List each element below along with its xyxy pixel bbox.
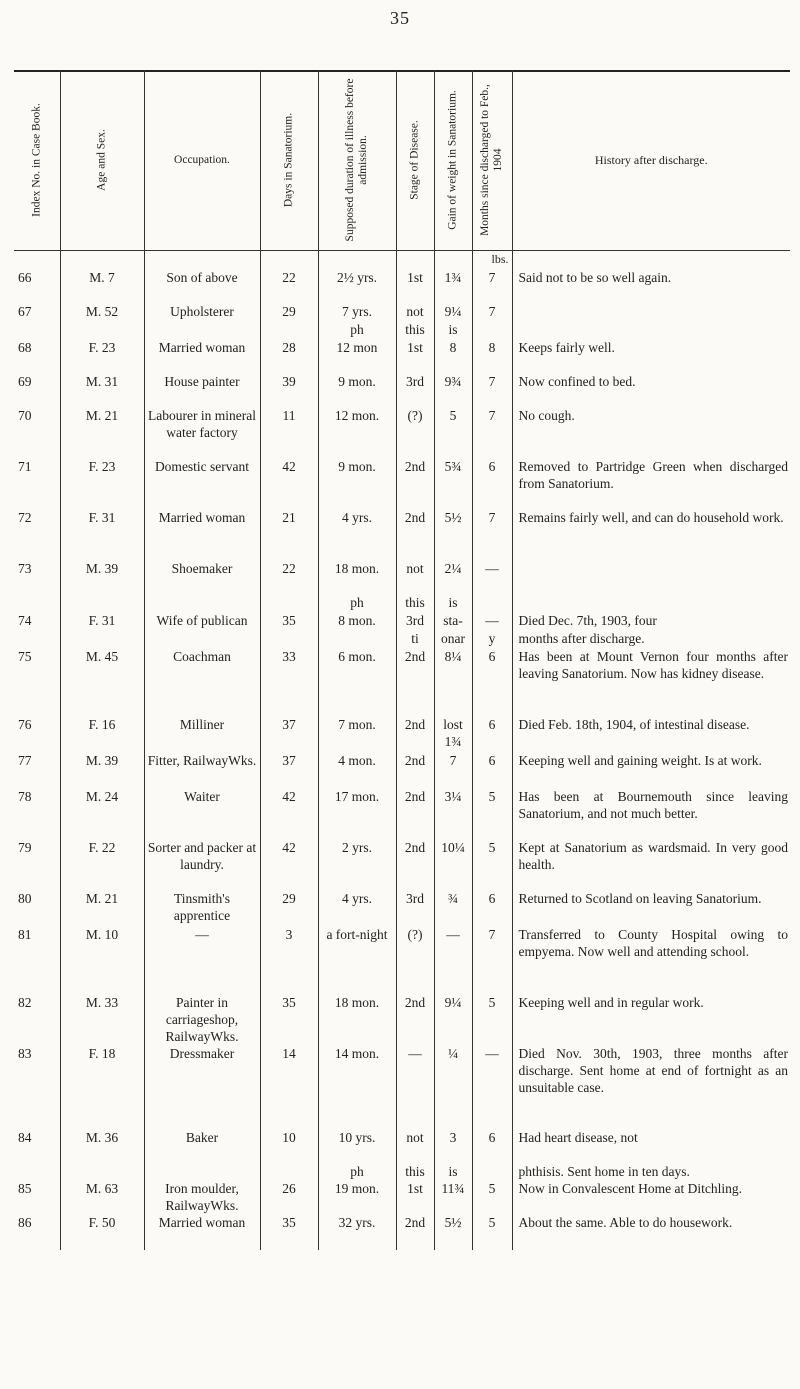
illness-duration: 9 mon. [318, 458, 396, 509]
history-after-discharge: Now in Convalescent Home at Ditchling. [512, 1180, 790, 1214]
disease-stage: 2nd [396, 458, 434, 509]
occupation [144, 321, 260, 339]
weight-gain: 3¼ [434, 788, 472, 839]
months-since-discharge: 5 [472, 1180, 512, 1214]
days-in-sanatorium [260, 630, 318, 648]
table-row [14, 321, 790, 339]
age-sex: M. 36 [60, 1129, 144, 1163]
days-in-sanatorium: 28 [260, 339, 318, 373]
age-sex [60, 321, 144, 339]
months-since-discharge: 8 [472, 339, 512, 373]
months-since-discharge: 7 [472, 509, 512, 560]
illness-duration: 17 mon. [318, 788, 396, 839]
weight-gain: onar [434, 630, 472, 648]
illness-duration: 4 mon. [318, 752, 396, 788]
illness-duration: 6 mon. [318, 648, 396, 716]
days-in-sanatorium: 35 [260, 1214, 318, 1250]
weight-gain: 3 [434, 1129, 472, 1163]
months-since-discharge: 7 [472, 407, 512, 458]
history-after-discharge: Keeping well and in regular work. [512, 994, 790, 1045]
illness-duration: a fort-night [318, 926, 396, 994]
disease-stage: 1st [396, 1180, 434, 1214]
months-since-discharge: 5 [472, 1214, 512, 1250]
days-in-sanatorium: 29 [260, 890, 318, 926]
weight-gain: 9¼ [434, 994, 472, 1045]
history-after-discharge: Died Nov. 30th, 1903, three months after discharge. Sent home at end of fortnight as an unsuitable case. [512, 1045, 790, 1129]
weight-gain: 9¼ [434, 303, 472, 321]
age-sex: M. 21 [60, 890, 144, 926]
occupation: Painter in carriageshop, RailwayWks. [144, 994, 260, 1045]
table-row [14, 1163, 790, 1180]
history-after-discharge: Said not to be so well again. [512, 269, 790, 303]
days-in-sanatorium: 14 [260, 1045, 318, 1129]
history-after-discharge: phthisis. Sent home in ten days. [512, 1163, 790, 1180]
months-since-discharge: 7 [472, 373, 512, 407]
case-index: 76 [18, 717, 32, 732]
disease-stage: 3rd [396, 890, 434, 926]
disease-stage: 1st [396, 269, 434, 303]
age-sex: M. 31 [60, 373, 144, 407]
illness-duration: 18 mon. [318, 994, 396, 1045]
illness-duration [318, 630, 396, 648]
disease-stage: 1st [396, 339, 434, 373]
weight-gain: 5½ [434, 1214, 472, 1250]
age-sex: F. 22 [60, 839, 144, 890]
occupation [144, 630, 260, 648]
disease-stage: this [396, 321, 434, 339]
days-in-sanatorium [260, 594, 318, 612]
age-sex: M. 10 [60, 926, 144, 994]
occupation: Iron moulder, RailwayWks. [144, 1180, 260, 1214]
history-after-discharge: Kept at Sanatorium as wardsmaid. In very good health. [512, 839, 790, 890]
months-since-discharge: y [472, 630, 512, 648]
days-in-sanatorium: 35 [260, 612, 318, 630]
table-row [14, 594, 790, 612]
illness-duration: 12 mon [318, 339, 396, 373]
weight-gain: 8 [434, 339, 472, 373]
weight-gain: lost 1¾ [434, 716, 472, 752]
table-row [14, 612, 790, 630]
age-sex: M. 33 [60, 994, 144, 1045]
days-in-sanatorium: 37 [260, 752, 318, 788]
history-after-discharge: Removed to Partridge Green when discharged from Sanatorium. [512, 458, 790, 509]
case-index [14, 321, 60, 339]
days-in-sanatorium: 22 [260, 560, 318, 594]
days-in-sanatorium: 11 [260, 407, 318, 458]
months-since-discharge: 7 [472, 926, 512, 994]
case-index: 74 [18, 613, 32, 628]
disease-stage: 2nd [396, 648, 434, 716]
occupation: Domestic servant [144, 458, 260, 509]
age-sex: M. 7 [60, 269, 144, 303]
weight-gain: 11¾ [434, 1180, 472, 1214]
illness-duration: 7 yrs. [318, 303, 396, 321]
table-row [14, 269, 790, 303]
table-row [14, 994, 790, 1045]
months-since-discharge [472, 594, 512, 612]
disease-stage: 2nd [396, 752, 434, 788]
illness-duration: ph [318, 1163, 396, 1180]
occupation: — [144, 926, 260, 994]
history-after-discharge: Has been at Mount Vernon four months after leaving Sanatorium. Now has kidney disease. [512, 648, 790, 716]
days-in-sanatorium: 26 [260, 1180, 318, 1214]
age-sex: M. 63 [60, 1180, 144, 1214]
header-gain: Gain of weight in Sanatorium. [434, 70, 472, 251]
occupation: House painter [144, 373, 260, 407]
months-since-discharge: 6 [472, 890, 512, 926]
weight-gain: sta- [434, 612, 472, 630]
disease-stage: ti [396, 630, 434, 648]
weight-gain: 7 [434, 752, 472, 788]
table-row [14, 339, 790, 373]
occupation: Married woman [144, 1214, 260, 1250]
months-since-discharge: — [472, 560, 512, 594]
occupation: Shoemaker [144, 560, 260, 594]
weight-gain: is [434, 1163, 472, 1180]
disease-stage: not [396, 560, 434, 594]
header-days: Days in Sanatorium. [260, 70, 318, 251]
history-after-discharge: Remains fairly well, and can do household work. [512, 509, 790, 560]
age-sex [60, 594, 144, 612]
header-age-sex: Age and Sex. [60, 70, 144, 251]
illness-duration: 10 yrs. [318, 1129, 396, 1163]
age-sex: M. 39 [60, 560, 144, 594]
disease-stage: (?) [396, 407, 434, 458]
case-index: 70 [18, 408, 32, 423]
case-index: 79 [18, 840, 32, 855]
age-sex: F. 31 [60, 612, 144, 630]
table-row [14, 303, 790, 321]
age-sex: M. 39 [60, 752, 144, 788]
disease-stage: 2nd [396, 509, 434, 560]
months-since-discharge: 6 [472, 752, 512, 788]
header-row [14, 70, 790, 251]
occupation: Sorter and packer at laundry. [144, 839, 260, 890]
weight-gain: is [434, 594, 472, 612]
months-since-discharge: 7 [472, 303, 512, 321]
occupation: Son of above [144, 269, 260, 303]
months-since-discharge [472, 1163, 512, 1180]
weight-gain: 5¾ [434, 458, 472, 509]
ledger-table-wrapper [14, 70, 790, 1250]
occupation: Coachman [144, 648, 260, 716]
days-in-sanatorium: 21 [260, 509, 318, 560]
history-after-discharge: Has been at Bournemouth since leaving Sanatorium, and not much better. [512, 788, 790, 839]
illness-duration: 14 mon. [318, 1045, 396, 1129]
weight-gain: 10¼ [434, 839, 472, 890]
occupation [144, 1163, 260, 1180]
table-row [14, 716, 790, 752]
months-since-discharge: 6 [472, 648, 512, 716]
occupation: Tinsmith's apprentice [144, 890, 260, 926]
age-sex: F. 23 [60, 458, 144, 509]
disease-stage: 3rd [396, 612, 434, 630]
illness-duration: 32 yrs. [318, 1214, 396, 1250]
case-index: 68 [18, 340, 32, 355]
case-index: 83 [18, 1046, 32, 1061]
history-after-discharge: No cough. [512, 407, 790, 458]
illness-duration: 12 mon. [318, 407, 396, 458]
table-row [14, 407, 790, 458]
case-index: 85 [18, 1181, 32, 1196]
disease-stage: not [396, 1129, 434, 1163]
disease-stage: this [396, 594, 434, 612]
disease-stage: not [396, 303, 434, 321]
table-row [14, 373, 790, 407]
case-index: 71 [18, 459, 32, 474]
age-sex: F. 23 [60, 339, 144, 373]
case-index: 77 [18, 753, 32, 768]
illness-duration: ph [318, 321, 396, 339]
header-history: History after discharge. [512, 70, 790, 251]
history-after-discharge: Keeps fairly well. [512, 339, 790, 373]
disease-stage: 2nd [396, 788, 434, 839]
disease-stage: 2nd [396, 1214, 434, 1250]
days-in-sanatorium: 3 [260, 926, 318, 994]
days-in-sanatorium: 33 [260, 648, 318, 716]
history-after-discharge [512, 303, 790, 321]
illness-duration: 4 yrs. [318, 890, 396, 926]
units-row [14, 251, 790, 270]
months-since-discharge: 7 [472, 269, 512, 303]
illness-duration: 19 mon. [318, 1180, 396, 1214]
disease-stage: this [396, 1163, 434, 1180]
history-after-discharge [512, 560, 790, 594]
occupation: Baker [144, 1129, 260, 1163]
occupation: Milliner [144, 716, 260, 752]
case-index: 78 [18, 789, 32, 804]
history-after-discharge: Now confined to bed. [512, 373, 790, 407]
table-row [14, 1129, 790, 1163]
age-sex: M. 24 [60, 788, 144, 839]
case-index: 84 [18, 1130, 32, 1145]
occupation: Upholsterer [144, 303, 260, 321]
table-row [14, 1214, 790, 1250]
case-record-table [14, 70, 790, 1250]
header-stage: Stage of Disease. [396, 70, 434, 251]
table-row [14, 926, 790, 994]
case-index: 80 [18, 891, 32, 906]
age-sex [60, 1163, 144, 1180]
table-row [14, 1180, 790, 1214]
case-index [14, 630, 60, 648]
weight-gain: 2¼ [434, 560, 472, 594]
history-after-discharge: Returned to Scotland on leaving Sanatorium. [512, 890, 790, 926]
age-sex: F. 16 [60, 716, 144, 752]
weight-gain: ¼ [434, 1045, 472, 1129]
disease-stage: 2nd [396, 994, 434, 1045]
weight-gain: is [434, 321, 472, 339]
illness-duration: 18 mon. [318, 560, 396, 594]
occupation [144, 594, 260, 612]
weight-gain: 9¾ [434, 373, 472, 407]
weight-gain: — [434, 926, 472, 994]
case-index: 67 [18, 304, 32, 319]
table-row [14, 630, 790, 648]
illness-duration: 2 yrs. [318, 839, 396, 890]
illness-duration: 7 mon. [318, 716, 396, 752]
occupation: Dressmaker [144, 1045, 260, 1129]
weight-gain: 8¼ [434, 648, 472, 716]
case-index: 66 [18, 270, 32, 285]
age-sex: F. 31 [60, 509, 144, 560]
days-in-sanatorium: 39 [260, 373, 318, 407]
months-since-discharge: 5 [472, 994, 512, 1045]
history-after-discharge [512, 321, 790, 339]
case-index: 86 [18, 1215, 32, 1230]
occupation: Waiter [144, 788, 260, 839]
months-since-discharge: 6 [472, 1129, 512, 1163]
age-sex: M. 21 [60, 407, 144, 458]
occupation: Labourer in mineral water factory [144, 407, 260, 458]
table-row [14, 890, 790, 926]
days-in-sanatorium: 35 [260, 994, 318, 1045]
months-since-discharge [472, 321, 512, 339]
age-sex: M. 52 [60, 303, 144, 321]
disease-stage: 3rd [396, 373, 434, 407]
table-row [14, 1045, 790, 1129]
history-after-discharge: About the same. Able to do housework. [512, 1214, 790, 1250]
age-sex [60, 630, 144, 648]
days-in-sanatorium: 42 [260, 458, 318, 509]
case-index: 69 [18, 374, 32, 389]
months-since-discharge: — [472, 612, 512, 630]
case-index: 75 [18, 649, 32, 664]
age-sex: F. 18 [60, 1045, 144, 1129]
age-sex: M. 45 [60, 648, 144, 716]
history-after-discharge: Keeping well and gaining weight. Is at work. [512, 752, 790, 788]
header-index: Index No. in Case Book. [14, 70, 60, 251]
weight-gain: 5 [434, 407, 472, 458]
disease-stage: — [396, 1045, 434, 1129]
illness-duration: 2½ yrs. [318, 269, 396, 303]
history-after-discharge: Died Feb. 18th, 1904, of intestinal disease. [512, 716, 790, 752]
weight-gain: 5½ [434, 509, 472, 560]
occupation: Married woman [144, 509, 260, 560]
case-index: 82 [18, 995, 32, 1010]
occupation: Married woman [144, 339, 260, 373]
occupation: Wife of publican [144, 612, 260, 630]
history-after-discharge [512, 594, 790, 612]
gain-unit-label: lbs. [472, 251, 512, 270]
table-row [14, 752, 790, 788]
case-index: 81 [18, 927, 32, 942]
case-index [14, 1163, 60, 1180]
months-since-discharge: 6 [472, 716, 512, 752]
days-in-sanatorium: 22 [260, 269, 318, 303]
history-after-discharge: Had heart disease, not [512, 1129, 790, 1163]
header-occupation: Occupation. [144, 70, 260, 251]
days-in-sanatorium [260, 1163, 318, 1180]
header-duration: Supposed duration of illness before admission. [318, 70, 396, 251]
occupation: Fitter, RailwayWks. [144, 752, 260, 788]
history-after-discharge: months after discharge. [512, 630, 790, 648]
months-since-discharge: 6 [472, 458, 512, 509]
table-row [14, 560, 790, 594]
table-row [14, 458, 790, 509]
illness-duration: 8 mon. [318, 612, 396, 630]
months-since-discharge: 5 [472, 788, 512, 839]
illness-duration: ph [318, 594, 396, 612]
weight-gain: 1¾ [434, 269, 472, 303]
days-in-sanatorium: 42 [260, 839, 318, 890]
header-months: Months since discharged to Feb., 1904 [472, 70, 512, 251]
history-after-discharge: Transferred to County Hospital owing to empyema. Now well and attending school. [512, 926, 790, 994]
months-since-discharge: 5 [472, 839, 512, 890]
days-in-sanatorium: 42 [260, 788, 318, 839]
illness-duration: 9 mon. [318, 373, 396, 407]
case-index: 72 [18, 510, 32, 525]
days-in-sanatorium: 29 [260, 303, 318, 321]
case-index: 73 [18, 561, 32, 576]
case-index [14, 594, 60, 612]
age-sex: F. 50 [60, 1214, 144, 1250]
illness-duration: 4 yrs. [318, 509, 396, 560]
disease-stage: (?) [396, 926, 434, 994]
history-after-discharge: Died Dec. 7th, 1903, four [512, 612, 790, 630]
table-row [14, 788, 790, 839]
days-in-sanatorium: 37 [260, 716, 318, 752]
table-row [14, 648, 790, 716]
disease-stage: 2nd [396, 839, 434, 890]
months-since-discharge: — [472, 1045, 512, 1129]
days-in-sanatorium [260, 321, 318, 339]
disease-stage: 2nd [396, 716, 434, 752]
table-row [14, 509, 790, 560]
table-row [14, 839, 790, 890]
page-number: 35 [390, 8, 410, 28]
weight-gain: ¾ [434, 890, 472, 926]
days-in-sanatorium: 10 [260, 1129, 318, 1163]
